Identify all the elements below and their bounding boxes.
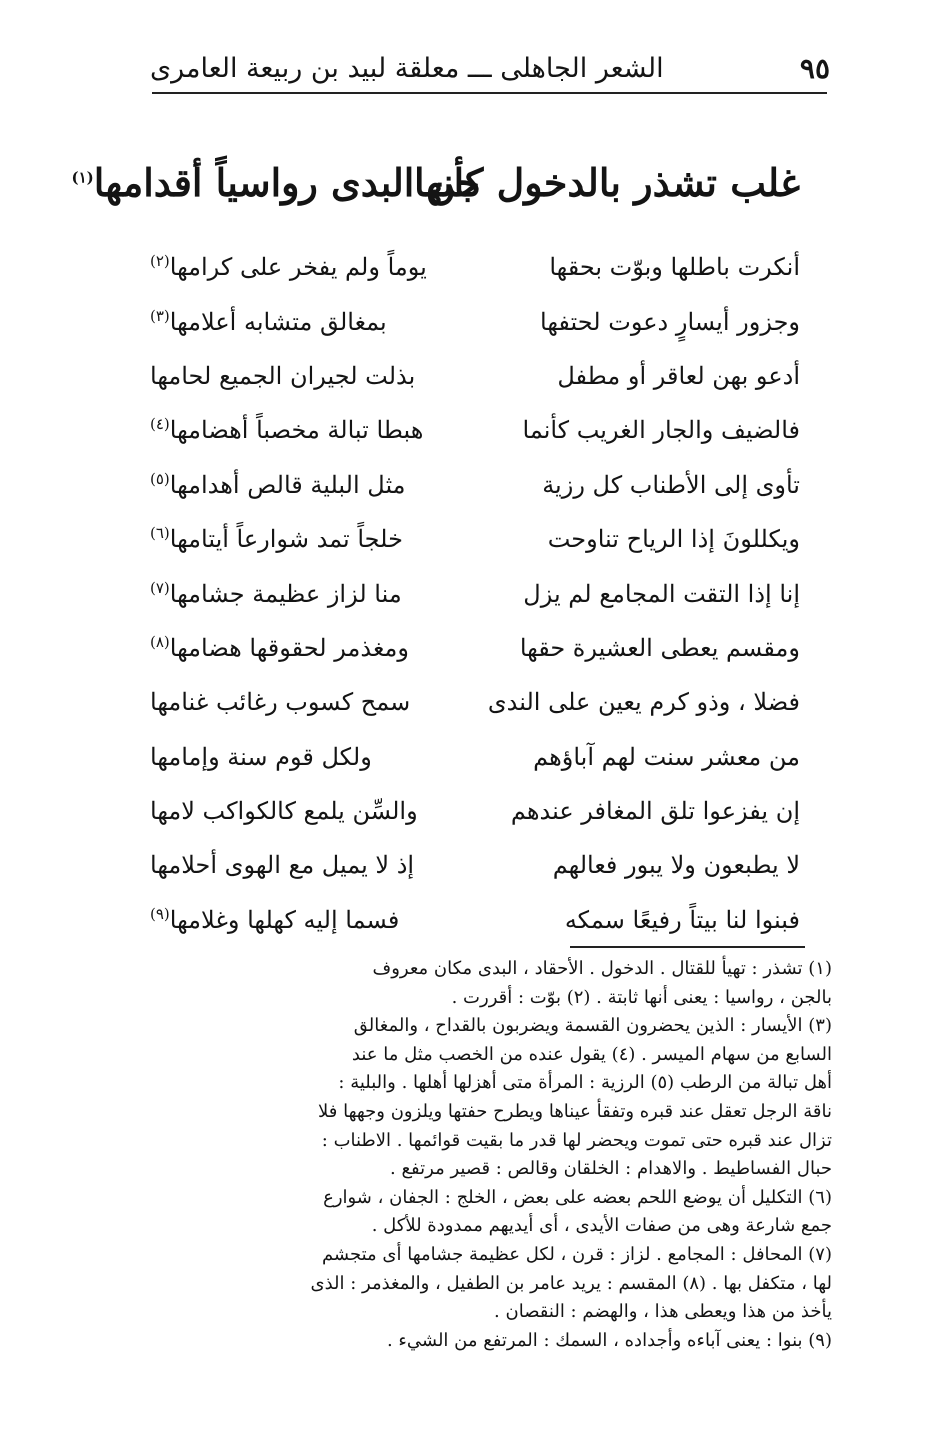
verse-first-hemistich: أنكرت باطلها وبوّت بحقها [549, 253, 800, 282]
verse-first-hemistich: فالضيف والجار الغريب كأنما [522, 416, 800, 445]
verse-second-hemistich: إذ لا يميل مع الهوى أحلامها [150, 851, 415, 880]
verse-second-hemistich: منا لزاز عظيمة جشامها$^{(٧)}$ [150, 578, 402, 608]
verse-first-hemistich: لا يطبعون ولا يبور فعالهم [552, 851, 800, 880]
verse-first-hemistich: ومقسم يعطى العشيرة حقها [519, 633, 800, 662]
footnote-line: أهل تبالة من الرطب (٥) الرزية : المرأة متى أهزلها أهلها . والبلية : [338, 1072, 832, 1094]
footnote-marker: (٤) [150, 415, 170, 434]
verse-row [150, 294, 800, 348]
footnote-group [132, 956, 832, 1010]
verse-second-hemistich: يوماً ولم يفخر على كرامها$^{(٢)}$ [150, 252, 427, 282]
footnote-line: (١) تشذر : تهيأ للقتال . الدخول . الأحقاد ، البدى مكان معروف [372, 958, 832, 979]
verse-row [150, 512, 800, 566]
verse-row [150, 403, 800, 457]
footnotes-separator [570, 946, 805, 948]
footnote-line: تزال عند قبره حتى تموت ويحضر لها قدر ما بقيت قوائمها . الاطناب : [321, 1129, 832, 1151]
footnote-line: ناقة الرجل تعقل عند قبره وتفقأ عيناها ويطرح حفتها ويلزون وجهها فلا [318, 1100, 832, 1122]
footnote-marker: (٦) [150, 524, 170, 543]
opening-verse [71, 140, 800, 224]
footnote-line: (٧) المحافل : المجامع . لزاز : قرن ، لكل عظيمة جشامها أى متجشم [321, 1243, 832, 1265]
verse-second-hemistich: مثل البلية قالص أهدامها$^{(٥)}$ [150, 469, 406, 499]
verse-row [150, 838, 800, 892]
footnote-group [132, 1013, 832, 1182]
verse-row [150, 349, 800, 403]
header-title: الشعر الجاهلى ـــ معلقة لبيد بن ربيعة العامرى [150, 52, 664, 84]
footnote-marker: (٧) [150, 578, 170, 597]
footnote-group [132, 1242, 832, 1325]
footnote-group [132, 1185, 832, 1239]
footnote-line: حبال الفساطيط . والاهدام : الخلقان وقالص : قصير مرتفع . [390, 1158, 832, 1180]
header-rule [152, 92, 827, 94]
verse-row [150, 893, 800, 947]
footnote-line: (٦) التكليل أن يوضع اللحم بعضه على بعض ، الخلج : الجفان ، شوارع [323, 1186, 832, 1208]
verse-first-hemistich: غلب تشذر بالدخول كأنها [414, 159, 800, 205]
footnote-marker: (٩) [150, 904, 170, 923]
verse-second-hemistich: والسِّن يلمع كالكواكب لامها [150, 797, 418, 826]
verse-first-hemistich: ويكللونَ إذا الرياح تناوحت [547, 525, 800, 554]
verse-first-hemistich: فضلا ، وذو كرم يعين على الندى [487, 688, 800, 717]
footnote-line: السابع من سهام الميسر . (٤) يقول عنده من الخصب مثل ما عند [351, 1043, 832, 1065]
footnote-marker: (٢) [150, 252, 170, 271]
verse-second-hemistich: فسما إليه كهلها وغلامها$^{(٩)}$ [150, 904, 400, 934]
page-number: ٩٥ [799, 51, 830, 85]
verse-second-hemistich: ومغذمر لحقوقها هضامها$^{(٨)}$ [150, 632, 409, 662]
footnote-line: لها ، متكفل بها . (٨) المقسم : يريد عامر بن الطفيل ، والمغذمر : الذى [310, 1272, 832, 1294]
running-header [150, 46, 830, 90]
verse-row [150, 621, 800, 675]
footnote-marker: (٣) [150, 306, 170, 325]
verse-row [150, 730, 800, 784]
footnote-line: بالجن ، رواسيا : يعنى أنها ثابتة . (٢) بوّت : أقررت . [451, 986, 832, 1008]
footnotes [132, 956, 832, 1356]
footnote-marker: (٨) [150, 632, 170, 651]
verse-first-hemistich: إن يفزعوا تلق المغافر عندهم [510, 797, 800, 826]
verse-row [150, 566, 800, 620]
verse-second-hemistich: سمح كسوب رغائب غنامها [150, 688, 411, 717]
footnote-line: يأخذ من هذا ويعطى هذا ، والهضم : النقصان . [494, 1301, 832, 1323]
verse-second-hemistich: هبطا تبالة مخصباً أهضامها$^{(٤)}$ [150, 415, 424, 445]
verse-first-hemistich: تأوى إلى الأطناب كل رزية [542, 470, 800, 499]
verse-row [150, 458, 800, 512]
footnote-marker: (٥) [150, 469, 170, 488]
verse-row [150, 675, 800, 729]
footnote-line: (٩) بنوا : يعنى آباءه وأجداده ، السمك : المرتفع من الشيء . [386, 1329, 832, 1351]
footnote-marker: (١) [71, 167, 94, 186]
verse-row [150, 784, 800, 838]
verse-second-hemistich: بذلت لجيران الجميع لحامها [150, 361, 416, 390]
verse-second-hemistich: ولكل قوم سنة وإمامها [150, 742, 372, 771]
footnote-group [132, 1328, 832, 1354]
verse-first-hemistich: من معشر سنت لهم آباؤهم [533, 742, 800, 771]
verse-first-hemistich: فبنوا لنا بيتاً رفيعًا سمكه [564, 905, 800, 934]
verse-first-hemistich: إنا إذا التقت المجامع لم يزل [523, 579, 800, 608]
verse-second-hemistich: بمغالق متشابه أعلامها$^{(٣)}$ [150, 306, 387, 336]
footnote-line: (٣) الأيسار : الذين يحضرون القسمة ويضربون بالقداح ، والمغالق [353, 1015, 832, 1037]
verse-first-hemistich: أدعو بهن لعاقر أو مطفل [557, 361, 800, 390]
footnote-line: جمع شارعة وهى من صفات الأيدى ، أى أيديهم ممدودة للأكل . [371, 1215, 832, 1237]
verse-second-hemistich: خلجاً تمد شوارعاً أيتامها$^{(٦)}$ [150, 524, 403, 554]
verse-second-hemistich: جن البدى رواسياً أقدامها$^{(١)}$ [71, 159, 480, 205]
verse-row [150, 240, 800, 294]
verse-first-hemistich: وجزور أيسارٍ دعوت لحتفها [540, 307, 800, 336]
verse-list [150, 240, 800, 947]
